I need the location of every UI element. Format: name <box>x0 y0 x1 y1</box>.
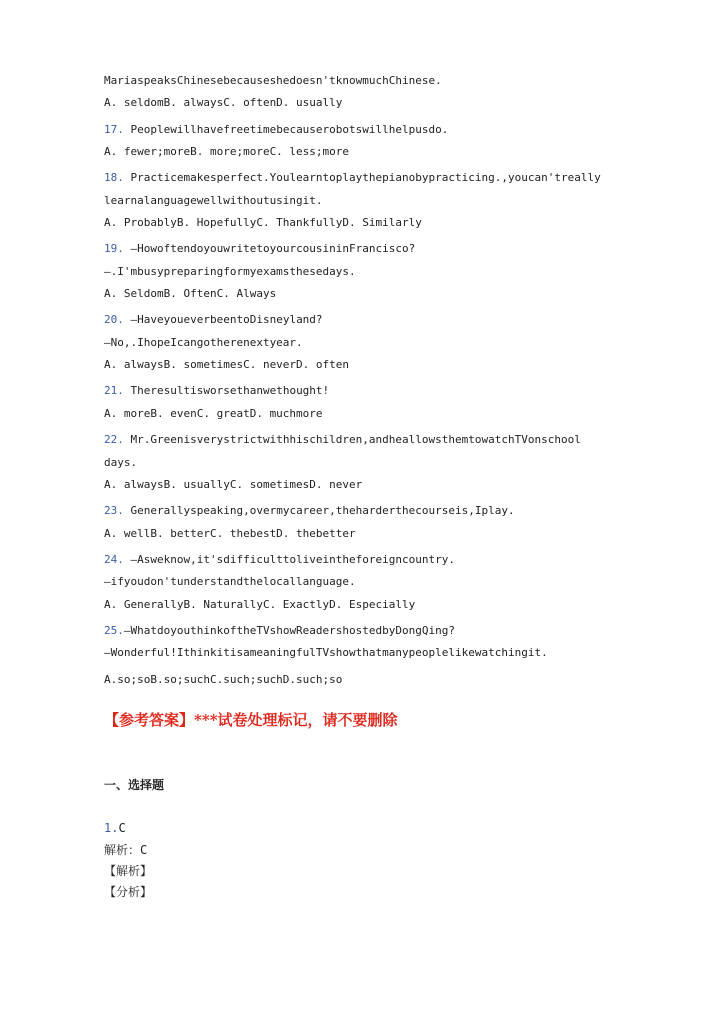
question-17-options: A. fewer;moreB. more;moreC. less;more <box>104 145 350 158</box>
question-23-stem: 23. Generallyspeaking,overmycareer,theharderthecourseis,Iplay. <box>104 504 515 517</box>
question-number: 21. <box>104 384 124 397</box>
question-16-stem: MariaspeaksChinesebecauseshedoesn'tknowmuchChinese. <box>104 74 442 87</box>
question-number: 20. <box>104 313 124 326</box>
solution-1-analysis: 解析：C <box>104 843 148 857</box>
question-20-reply: —No,.IhopeIcangotherenextyear. <box>104 336 303 349</box>
solution-1-tag-fenxi: 【分析】 <box>104 885 153 899</box>
question-19-stem: 19. —HowoftendoyouwritetoyourcousininFrancisco? <box>104 242 416 255</box>
section-title: 一、选择题 <box>104 778 165 792</box>
question-number: 24. <box>104 553 124 566</box>
question-25-options: A.so;soB.so;suchC.such;suchD.such;so <box>104 673 343 686</box>
solution-1-answer: 1.C <box>104 821 126 835</box>
solution-1-tag-jiexi: 【解析】 <box>104 864 153 878</box>
question-23-options: A. wellB. betterC. thebestD. thebetter <box>104 527 356 540</box>
question-18-stem-cont: learnalanguagewellwithoutusingit. <box>104 194 323 207</box>
question-18-stem: 18. Practicemakesperfect.Youlearntoplaythepianobypracticing.,youcan'treally <box>104 171 601 184</box>
question-22-stem-cont: days. <box>104 456 138 469</box>
question-24-options: A. GenerallyB. NaturallyC. ExactlyD. Especially <box>104 598 416 611</box>
question-25-reply: —Wonderful!IthinkitisameaningfulTVshowthatmanypeoplelikewatchingit. <box>104 646 548 659</box>
question-number: 17. <box>104 123 124 136</box>
question-21-stem: 21. Theresultisworsethanwethought! <box>104 384 330 397</box>
question-number: 25. <box>104 624 124 637</box>
answer-key-label: 【参考答案】 <box>104 711 195 729</box>
answer-key-banner <box>104 711 398 729</box>
question-number: 23. <box>104 504 124 517</box>
question-17-stem: 17. Peoplewillhavefreetimebecauserobotswillhelpusdo. <box>104 123 449 136</box>
question-21-options: A. moreB. evenC. greatD. muchmore <box>104 407 323 420</box>
question-number: 22. <box>104 433 124 446</box>
question-19-reply: —.I'mbusypreparingformyexamsthesedays. <box>104 265 356 278</box>
question-19-options: A. SeldomB. OftenC. Always <box>104 287 277 300</box>
question-24-reply: —ifyoudon'tunderstandthelocallanguage. <box>104 575 356 588</box>
question-24-stem: 24. —Asweknow,it'sdifficulttoliveintheforeigncountry. <box>104 553 456 566</box>
question-20-options: A. alwaysB. sometimesC. neverD. often <box>104 358 350 371</box>
question-number: 18. <box>104 171 124 184</box>
question-22-options: A. alwaysB. usuallyC. sometimesD. never <box>104 478 363 491</box>
question-number: 19. <box>104 242 124 255</box>
question-16-options: A. seldomB. alwaysC. oftenD. usually <box>104 96 343 109</box>
question-20-stem: 20. —HaveyoueverbeentoDisneyland? <box>104 313 323 326</box>
question-22-stem: 22. Mr.Greenisverystrictwithhischildren,andheallowsthemtowatchTVonschool <box>104 433 581 446</box>
question-18-options: A. ProbablyB. HopefullyC. ThankfullyD. Similarly <box>104 216 422 229</box>
processing-marker: ***试卷处理标记，请不要删除 <box>194 711 398 729</box>
question-25-stem: 25.—WhatdoyouthinkoftheTVshowReadershostedbyDongQing? <box>104 624 456 637</box>
